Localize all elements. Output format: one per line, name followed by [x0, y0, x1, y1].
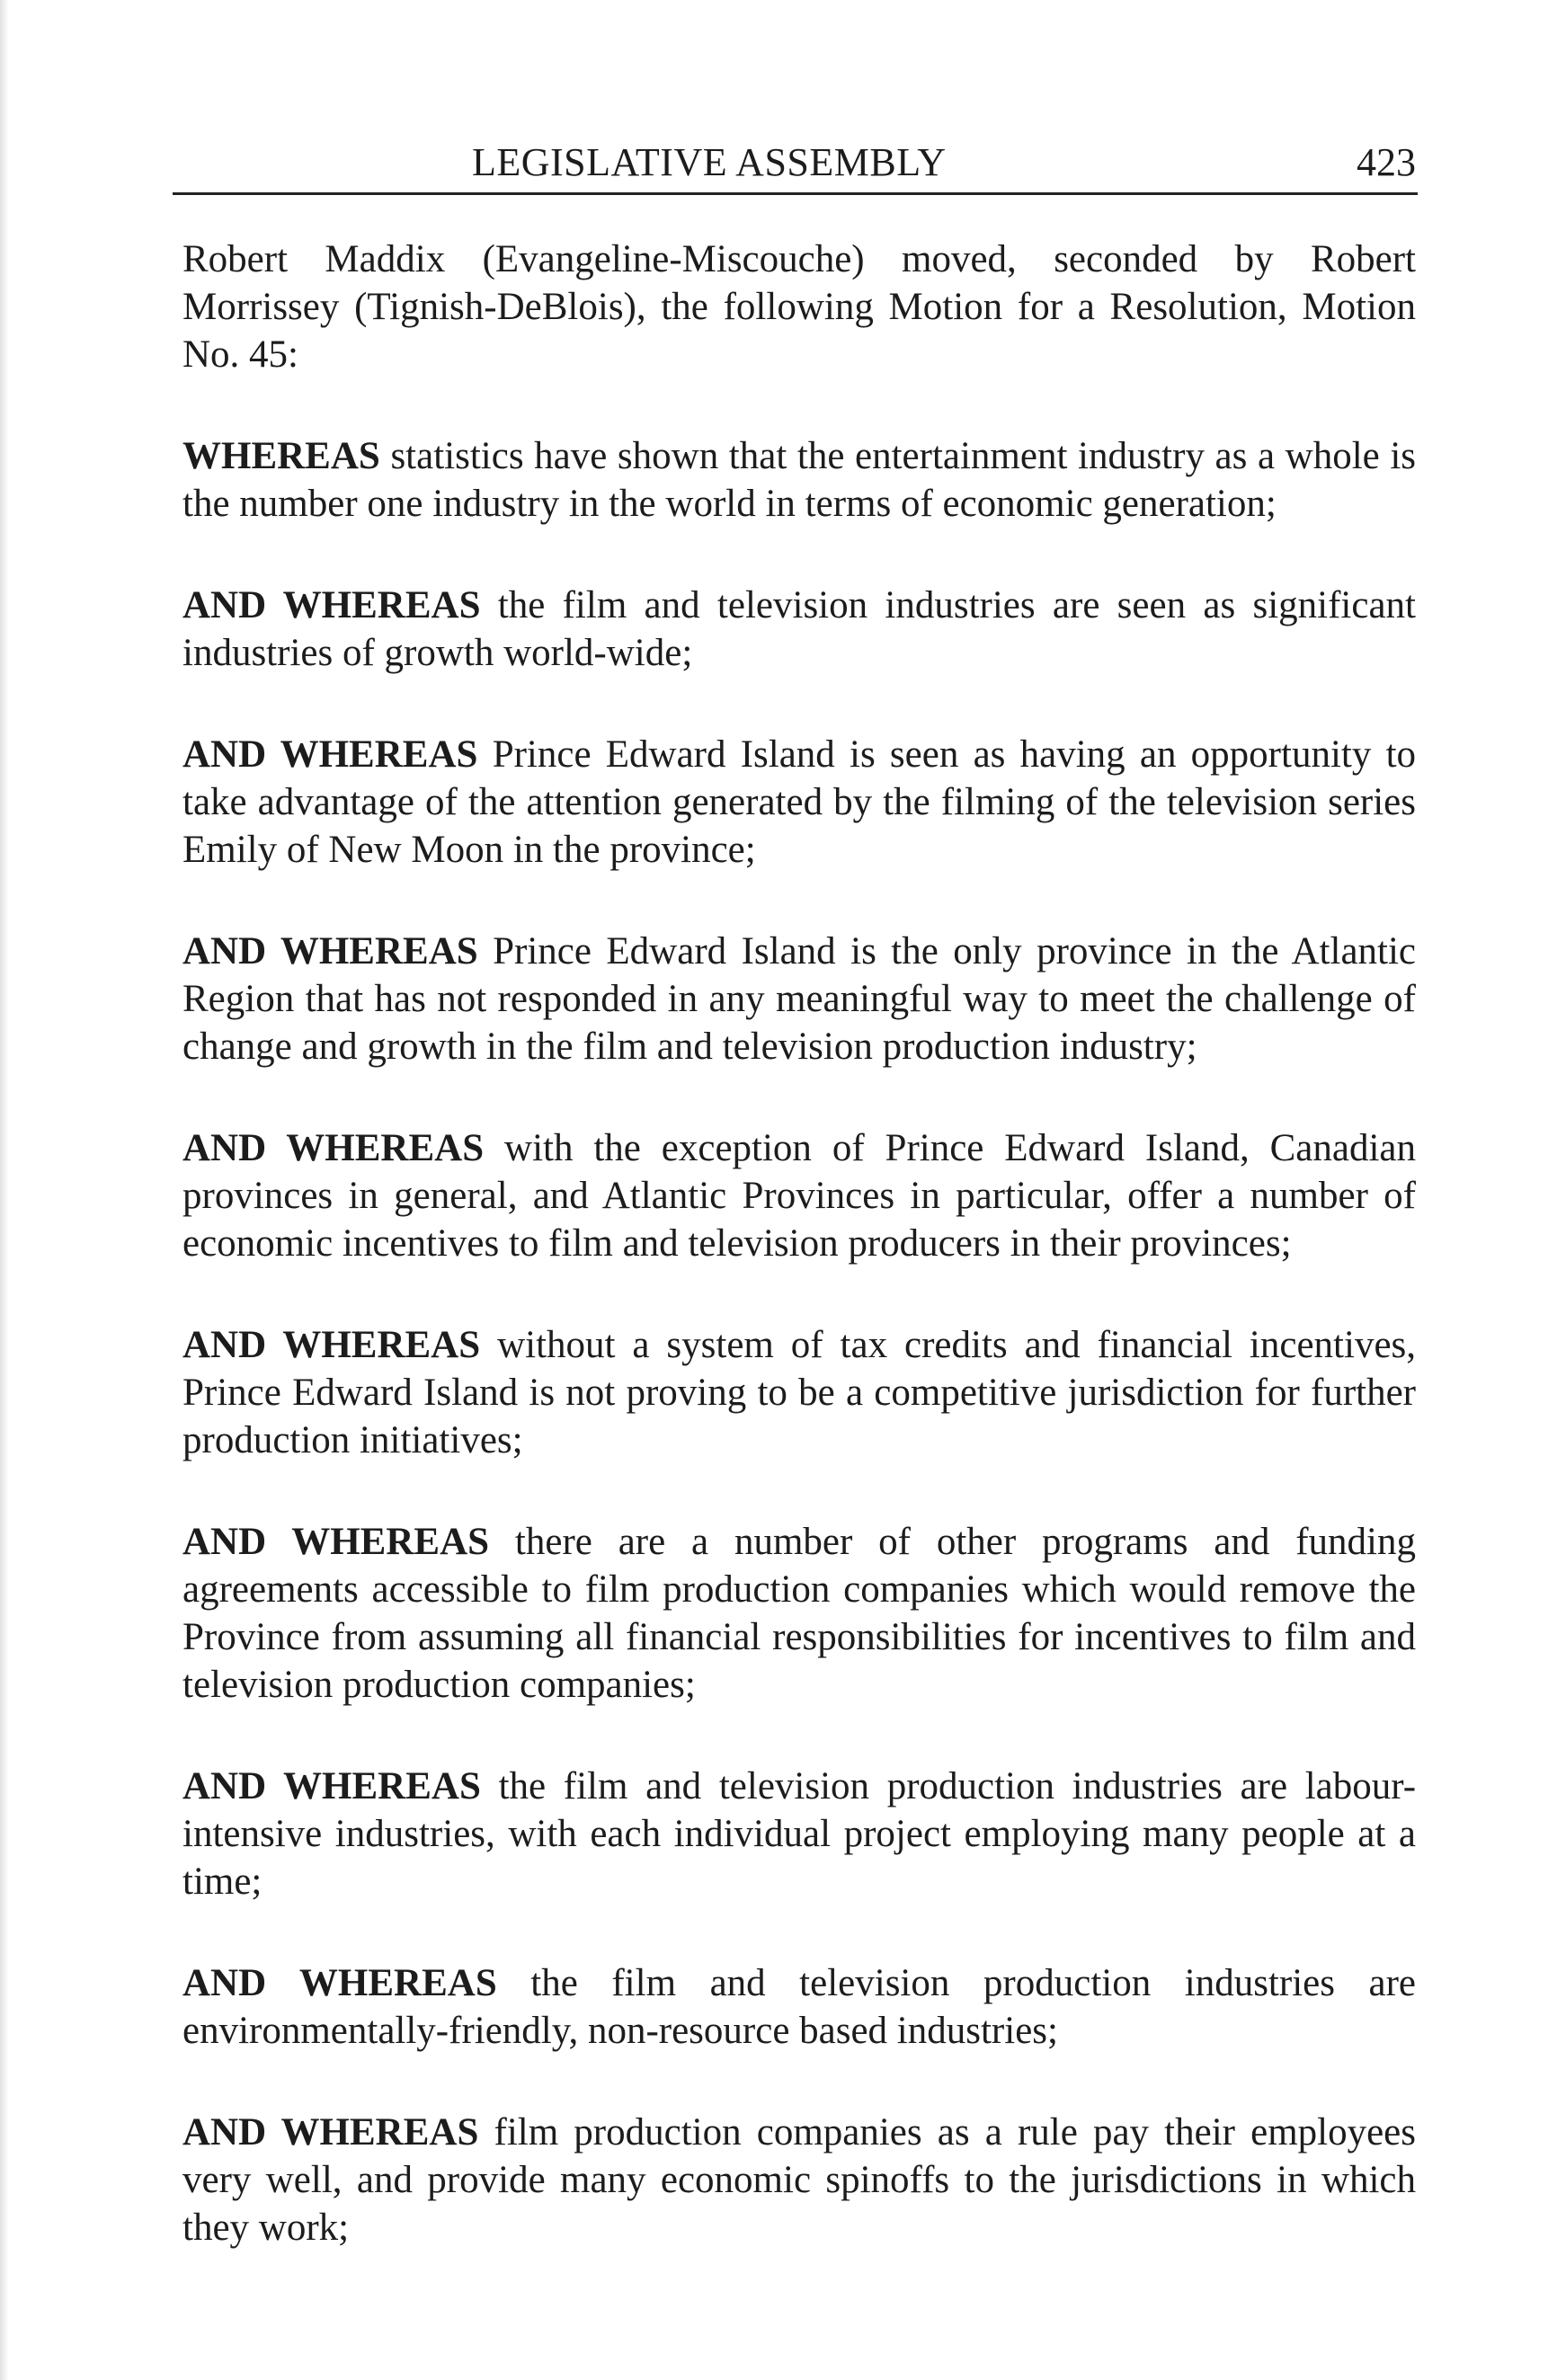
clause-1 [182, 432, 1416, 528]
motion-intro: Robert Maddix (Evangeline-Miscouche) moved, seconded by Robert Morrissey (Tignish-DeBlois), the following Motion for a Resolution, Motion No. 45: [182, 238, 1416, 376]
clause-keyword: AND WHEREAS [182, 1127, 485, 1169]
clause-text: there are a number of other programs and funding agreements accessible to film production companies which would remove the Province from assuming all financial responsibilities for incentives to film and television production companies; [182, 1521, 1417, 1706]
clause-3 [182, 731, 1416, 874]
clause-keyword: AND WHEREAS [182, 584, 481, 626]
clause-text: statistics have shown that the entertainment industry as a whole is the number one industry in the world in terms of economic generation; [182, 435, 1417, 525]
clause-keyword: AND WHEREAS [182, 2111, 479, 2154]
header-rule [173, 192, 1418, 195]
clause-text: film production companies as a rule pay their employees very well, and provide many economic spinoffs to the jurisdictions in which they work; [182, 2111, 1416, 2249]
clause-5 [182, 1124, 1416, 1267]
clause-text: without a system of tax credits and financial incentives, Prince Edward Island is not proving to be a competitive jurisdiction for further production initiatives; [182, 1324, 1417, 1461]
clause-text: the film and television industries are seen as significant industries of growth world-wide; [182, 584, 1416, 674]
clause-2 [182, 582, 1416, 677]
clause-keyword: AND WHEREAS [182, 930, 478, 972]
clause-text: Prince Edward Island is the only province in the Atlantic Region that has not responded in any meaningful way to meet the challenge of change and growth in the film and television production industry; [182, 930, 1417, 1068]
clause-10 [182, 2109, 1416, 2251]
clause-keyword: AND WHEREAS [182, 1962, 497, 2004]
page-number: 423 [1357, 140, 1416, 184]
clause-keyword: AND WHEREAS [182, 1765, 481, 1807]
clause-7 [182, 1518, 1416, 1709]
header-title: LEGISLATIVE ASSEMBLY [472, 140, 947, 184]
running-header [180, 139, 1416, 193]
clause-keyword: AND WHEREAS [182, 1521, 490, 1563]
document-body [182, 235, 1416, 2305]
page-edge-shadow [0, 0, 9, 2380]
clause-keyword: AND WHEREAS [182, 1324, 481, 1366]
clause-keyword: AND WHEREAS [182, 733, 478, 776]
clause-8 [182, 1763, 1416, 1905]
clause-4 [182, 928, 1416, 1070]
clause-text: the film and television production industries are labour-intensive industries, with each individual project employing many people at a time; [182, 1765, 1417, 1903]
clause-text: the film and television production industries are environmentally-friendly, non-resource based industries; [182, 1962, 1416, 2052]
clause-keyword: WHEREAS [182, 435, 380, 477]
clause-text: with the exception of Prince Edward Island, Canadian provinces in general, and Atlantic Provinces in particular, offer a number of economic incentives to film and television producers in their provinces; [182, 1127, 1417, 1265]
clause-6 [182, 1321, 1416, 1464]
clause-9 [182, 1959, 1416, 2055]
clause-text: Prince Edward Island is seen as having an opportunity to take advantage of the attention generated by the filming of the television series Emily of New Moon in the province; [182, 733, 1417, 871]
